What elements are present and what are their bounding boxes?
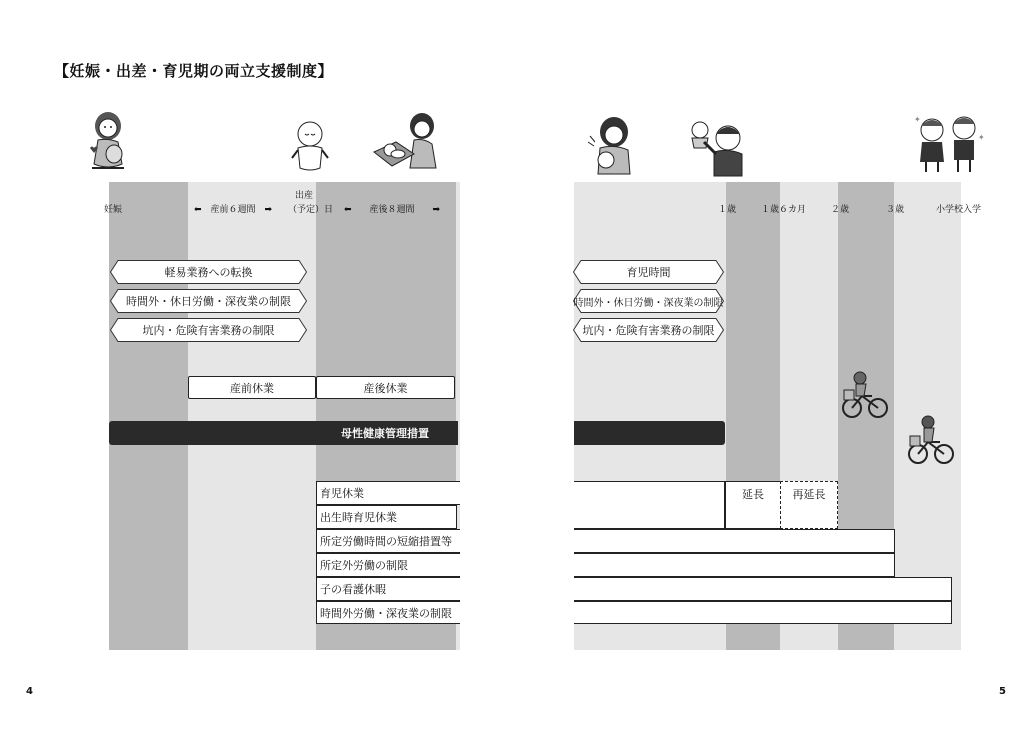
hex-kounai-kiken-r-label: 坑内・危険有害業務の制限 xyxy=(582,324,715,337)
row-shoteigai-seigen-continued xyxy=(574,553,895,577)
box-sanzen-kyugyo: 産前休業 xyxy=(188,376,316,399)
hex-jikangai-seigen xyxy=(110,289,307,313)
box-sai-enchou xyxy=(780,481,838,529)
label-sango: ⬅ 産後８週間 ➡ xyxy=(344,205,441,215)
label-sanzen: ⬅ 産前６週間 ➡ xyxy=(194,205,273,215)
page-number-right: 5 xyxy=(999,686,1006,697)
label-age-2: ２歳 xyxy=(831,205,850,215)
row-jikangai-shinya: 時間外労働・深夜業の制限 xyxy=(316,601,460,624)
row-shoteigai-seigen: 所定外労働の制限 xyxy=(316,553,460,577)
hex-keii-gyoumu xyxy=(110,260,307,284)
hex-jikangai-seigen-label: 時間外・休日労働・深夜業の制限 xyxy=(126,295,291,308)
row-jikangai-shinya-continued xyxy=(574,601,952,624)
father-lifting-baby-icon xyxy=(686,112,746,178)
bar-bosei-kenkou-continued xyxy=(574,421,725,445)
hex-kounai-kiken-r xyxy=(573,318,724,342)
bar-bosei-kenkou-label: 母性健康管理措置 xyxy=(341,427,429,440)
hex-kounai-kiken-label: 坑内・危険有害業務の制限 xyxy=(142,324,275,337)
row-ikuji-kyugyo-continued xyxy=(574,481,725,529)
box-enchou xyxy=(725,481,781,529)
bar-bosei-kenkou xyxy=(109,421,458,445)
page-number-left: 4 xyxy=(26,686,33,697)
row-kango-kyuka-continued xyxy=(574,577,952,601)
band-pregnancy xyxy=(109,182,188,650)
row-ikuji-kyugyo: 育児休業 xyxy=(316,481,460,505)
mother-changing-diaper-icon xyxy=(370,108,444,174)
label-ninshin: 妊娠 xyxy=(104,205,123,215)
box-sai-enchou-label: 再延長 xyxy=(792,488,826,501)
pregnant-woman-icon xyxy=(84,108,132,174)
bicycle-child-seat-icon xyxy=(840,368,890,420)
schoolchildren-icon xyxy=(910,108,986,176)
svg-text:✦: ✦ xyxy=(914,115,921,124)
label-shussan: 出産 xyxy=(295,191,314,201)
label-age-1-6: １歳６カ月 xyxy=(761,205,807,215)
band-prenatal xyxy=(188,182,316,650)
bicycle-child-seat-icon-2 xyxy=(906,410,956,466)
box-sango-kyugyo: 産後休業 xyxy=(316,376,455,399)
row-kango-kyuka: 子の看護休暇 xyxy=(316,577,460,601)
hex-ikuji-jikan-label: 育児時間 xyxy=(626,266,671,279)
hex-ikuji-jikan xyxy=(573,260,724,284)
label-shogakko: 小学校入学 xyxy=(936,205,982,215)
hex-keii-gyoumu-label: 軽易業務への転換 xyxy=(164,266,253,279)
page-title: 【妊娠・出差・育児期の両立支援制度】 xyxy=(54,62,334,80)
row-tanshuku-sochi-continued xyxy=(574,529,895,553)
label-shussan-yotei: （予定）日 xyxy=(288,205,334,215)
box-enchou-label: 延長 xyxy=(742,488,764,501)
label-age-3: ３歳 xyxy=(886,205,905,215)
mother-holding-baby-icon xyxy=(586,112,640,178)
svg-text:✦: ✦ xyxy=(978,133,985,142)
row-shusseiji-ikuji: 出生時育児休業 xyxy=(316,505,457,529)
hex-kounai-kiken xyxy=(110,318,307,342)
label-age-1: １歳 xyxy=(718,205,737,215)
hex-jikangai-seigen-r xyxy=(573,289,724,313)
row-tanshuku-sochi: 所定労働時間の短縮措置等 xyxy=(316,529,460,553)
hex-jikangai-seigen-r-label: 時間外・休日労働・深夜業の制限 xyxy=(573,297,724,309)
baby-icon xyxy=(290,118,330,174)
